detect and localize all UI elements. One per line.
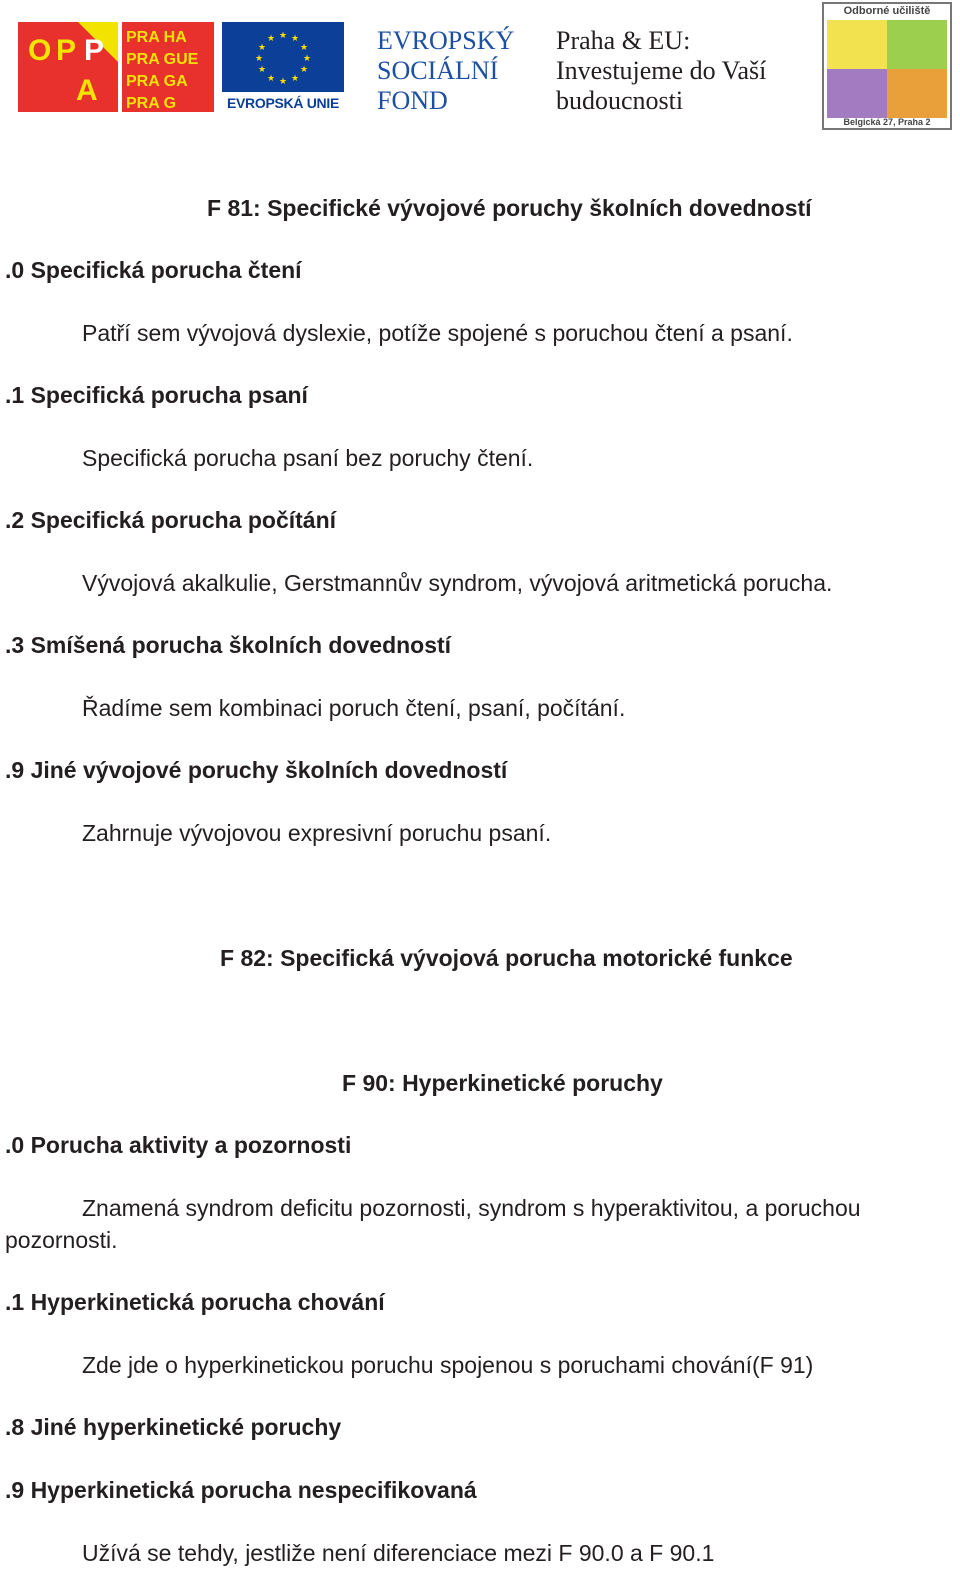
f81-3-text: Řadíme sem kombinaci poruch čtení, psaní, počítání. — [82, 695, 626, 721]
f81-2-text: Vývojová akalkulie, Gerstmannův syndrom, vývojová aritmetická porucha. — [82, 570, 833, 596]
svg-text:★: ★ — [278, 77, 288, 87]
opp-letter-o: O — [28, 34, 52, 67]
opp-praha-logo — [18, 22, 218, 112]
f90-1-text: Zde jde o hyperkinetickou poruchu spojenou s poruchami chování(F 91) — [82, 1352, 814, 1378]
slogan-line-1: Praha & EU: — [556, 26, 691, 55]
svg-text:★: ★ — [290, 74, 300, 84]
f81-0-title: .0 Specifická porucha čtení — [5, 257, 302, 283]
praha-row-4: PRA G — [126, 95, 177, 112]
slogan-line-2: Investujeme do Vaší — [556, 56, 767, 85]
f81-1-title: .1 Specifická porucha psaní — [5, 382, 308, 408]
page-header — [0, 0, 960, 135]
esf-line-2: SOCIÁLNÍ — [377, 56, 499, 85]
praha-row-3: PRA GA — [126, 73, 188, 90]
school-tile-dress-icon — [827, 69, 887, 118]
f81-heading: F 81: Specifické vývojové poruchy školních dovedností — [207, 195, 812, 221]
opp-letter-a: A — [76, 74, 98, 107]
f90-0-title: .0 Porucha aktivity a pozornosti — [5, 1132, 352, 1158]
praha-eu-slogan — [556, 26, 766, 116]
f81-9-title: .9 Jiné vývojové poruchy školních dovedností — [5, 757, 508, 783]
svg-text:★: ★ — [299, 65, 309, 75]
svg-text:★: ★ — [266, 34, 276, 44]
praha-row-2: PRA GUE — [126, 51, 199, 68]
svg-text:★: ★ — [278, 31, 288, 41]
f82-heading: F 82: Specifická vývojová porucha motorické funkce — [220, 945, 793, 971]
school-tile-boot-icon — [887, 69, 947, 118]
eu-label: EVROPSKÁ UNIE — [226, 95, 339, 111]
school-tile-flower-icon — [887, 20, 947, 69]
school-logo — [822, 2, 952, 130]
opp-letter-p2: P — [84, 34, 105, 67]
school-logo-address: Belgická 27, Praha 2 — [843, 117, 931, 127]
f90-8-title: .8 Jiné hyperkinetické poruchy — [5, 1414, 342, 1440]
f81-2-title: .2 Specifická porucha počítání — [5, 507, 337, 533]
svg-text:★: ★ — [299, 43, 309, 53]
svg-text:★: ★ — [254, 54, 264, 64]
slogan-line-3: budoucnosti — [556, 86, 684, 115]
esf-logo-text — [377, 26, 514, 116]
svg-text:★: ★ — [257, 65, 267, 75]
f81-9-text: Zahrnuje vývojovou expresivní poruchu psaní. — [82, 820, 552, 846]
f81-0-text: Patří sem vývojová dyslexie, potíže spojené s poruchou čtení a psaní. — [82, 320, 793, 346]
esf-line-1: EVROPSKÝ — [377, 26, 515, 55]
f90-9-text: Užívá se tehdy, jestliže není diferenciace mezi F 90.0 a F 90.1 — [82, 1540, 715, 1566]
svg-text:★: ★ — [302, 54, 312, 64]
f90-0-text-line-1: Znamená syndrom deficitu pozornosti, syndrom s hyperaktivitou, a poruchou — [82, 1195, 861, 1221]
f90-9-title: .9 Hyperkinetická porucha nespecifikovaná — [5, 1477, 477, 1503]
f81-1-text: Specifická porucha psaní bez poruchy čtení. — [82, 445, 534, 471]
svg-text:★: ★ — [257, 43, 267, 53]
praha-row-1: PRA HA — [126, 29, 187, 46]
esf-line-3: FOND — [377, 86, 448, 115]
f90-1-title: .1 Hyperkinetická porucha chování — [5, 1289, 385, 1315]
school-logo-title: Odborné učiliště — [843, 5, 931, 17]
f90-0-text-line-2: pozornosti. — [5, 1227, 118, 1253]
opp-letter-p1: P — [56, 34, 77, 67]
svg-text:★: ★ — [266, 74, 276, 84]
f90-heading: F 90: Hyperkinetické poruchy — [342, 1070, 663, 1096]
eu-flag-icon — [222, 22, 344, 92]
svg-text:★: ★ — [290, 34, 300, 44]
f81-3-title: .3 Smíšená porucha školních dovedností — [5, 632, 452, 658]
school-tile-plant-icon — [827, 20, 887, 69]
